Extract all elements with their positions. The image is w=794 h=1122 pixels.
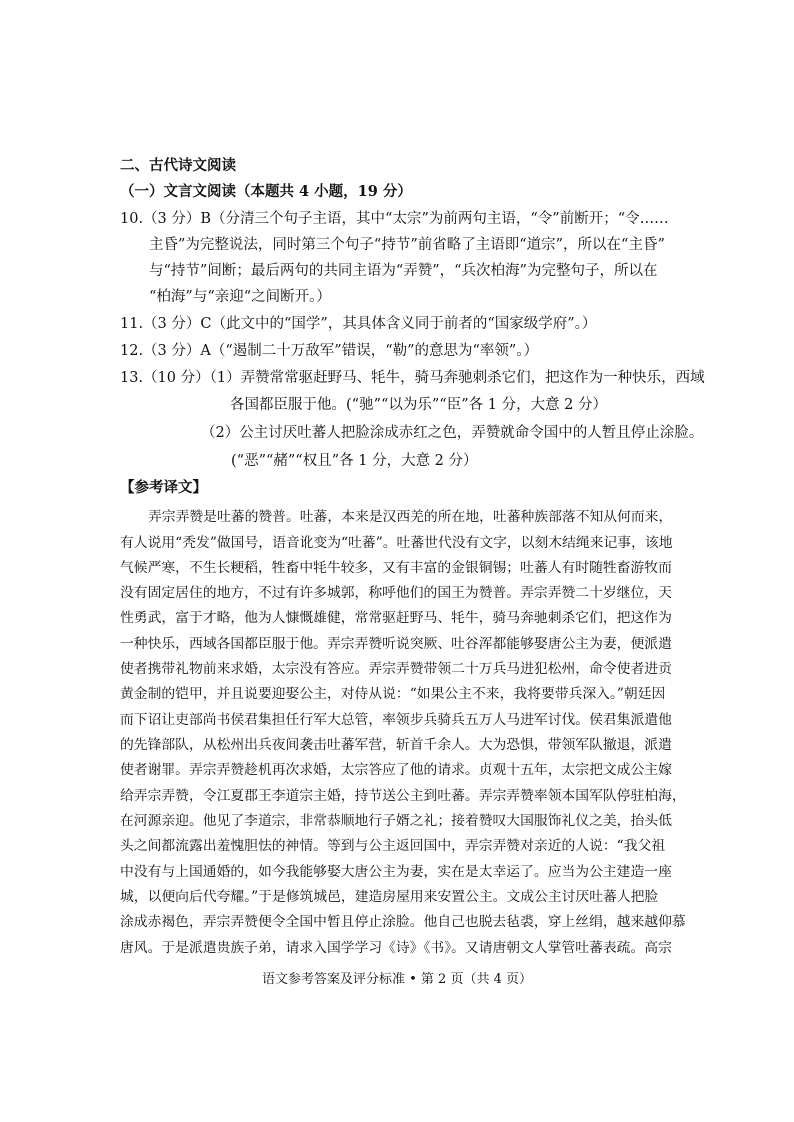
section-title: 二、古代诗文阅读 xyxy=(120,157,236,174)
translation-line: 涂成赤褐色，弄宗弄赞便令全国中暂且停止涂脸。他自己也脱去毡裘，穿上丝绢，越来越仰慕 xyxy=(120,914,686,930)
translation-line: 使者携带礼物前来求婚，太宗没有答应。弄宗弄赞带领二十万兵马进犯松州，命令使者进贡 xyxy=(120,661,672,677)
q10-line: 主昏”为完整说法，同时第三个句子“持节”前省略了主语即“道宗”，所以在“主昏” xyxy=(149,237,665,253)
translation-line: 的先锋部队，从松州出兵夜间袭击吐蕃军营，斩首千余人。大为恐惧，带领军队撤退，派遣 xyxy=(120,737,672,753)
translation-line: 在河源亲迎。他见了李道宗，非常恭顺地行子婿之礼；接着赞叹大国服饰礼仪之美，抬头低 xyxy=(120,813,672,829)
q10-line: 10.（3 分）B（分清三个句子主语，其中“太宗”为前两句主语，“令”前断开；“令…… xyxy=(120,211,669,227)
translation-line: 而下诏让吏部尚书侯君集担任行军大总管，率领步兵骑兵五万人马进军讨伐。侯君集派遣他 xyxy=(120,712,672,728)
translation-line: 黄金制的铠甲，并且说要迎娶公主，对侍从说：“如果公主不来，我将要带兵深入。”朝廷因 xyxy=(120,686,666,702)
translation-line: 唐风。于是派遣贵族子弟，请求入国学学习《诗》《书》。又请唐朝文人掌管吐蕃表疏。高宗 xyxy=(120,940,672,956)
q10-line: “柏海”与“亲迎“之间断开。） xyxy=(149,289,331,305)
translation-heading: 【参考译文】 xyxy=(120,479,207,496)
q13-part1-line: 各国都臣服于他。(“驰”“以为乐”“臣”各 1 分，大意 2 分） xyxy=(230,397,608,413)
q13-part2-line: （2）公主讨厌吐蕃人把脸涂成赤红之色，弄赞就命令国中的人暂且停止涂脸。 xyxy=(201,425,704,441)
translation-line: 中没有与上国通婚的，如今我能够娶大唐公主为妻，实在是太幸运了。应当为公主建造一座 xyxy=(120,864,672,880)
q13-part1-line: 13.（10 分）（1）弄赞常常驱赶野马、牦牛，骑马奔驰刺杀它们，把这作为一种快乐，西域 xyxy=(120,370,705,386)
translation-line: 一种快乐，西域各国都臣服于他。弄宗弄赞听说突厥、吐谷浑都能够娶唐公主为妻，便派遣 xyxy=(120,636,672,652)
translation-line: 有人说用“秃发”做国号，语音讹变为“吐蕃”。吐蕃世代没有文字，以刻木结绳来记事，该地 xyxy=(120,535,673,551)
translation-line: 头之间都流露出羞愧胆怯的神情。等到与公主返回国中，弄宗弄赞对亲近的人说：“我父祖 xyxy=(120,838,666,854)
q10-line: 与“持节”间断；最后两句的共同主语为“弄赞”，“兵次柏海”为完整句子，所以在 xyxy=(149,263,658,279)
translation-line: 给弄宗弄赞，令江夏郡王李道宗主婚，持节送公主到吐蕃。弄宗弄赞率领本国军队停驻柏海， xyxy=(120,788,686,804)
q11-answer: 11.（3 分）C（此文中的“国学”，其具体含义同于前者的“国家级学府”。） xyxy=(120,316,597,332)
translation-line: 性勇武，富于才略，他为人慷慨雄健，常常驱赶野马、牦牛，骑马奔驰刺杀它们，把这作为 xyxy=(120,610,672,626)
translation-line: 气候严寒，不生长粳稻，牲畜中牦牛较多，又有丰富的金银铜锡；吐蕃人有时随牲畜游牧而 xyxy=(120,560,672,576)
translation-line: 没有固定居住的地方，不过有许多城郭，称呼他们的国王为赞普。弄宗弄赞二十岁继位，天 xyxy=(120,585,672,601)
q12-answer: 12.（3 分）A（“遏制二十万敌军”错误，“勒”的意思为“率领”。） xyxy=(120,343,539,359)
translation-line: 城，以便向后代夸耀。”于是修筑城邑，建造房屋用来安置公主。文成公主讨厌吐蕃人把脸 xyxy=(120,889,659,905)
q13-part2-line: (“恶”“赭”“权且”各 1 分，大意 2 分） xyxy=(231,453,478,469)
subsection-title: （一）文言文阅读（本题共 4 小题，19 分） xyxy=(120,183,412,200)
translation-line: 使者谢罪。弄宗弄赞趁机再次求婚，太宗答应了他的请求。贞观十五年，太宗把文成公主嫁 xyxy=(120,762,672,778)
translation-line: 弄宗弄赞是吐蕃的赞普。吐蕃，本来是汉西羌的所在地，吐蕃种族部落不知从何而来， xyxy=(148,509,673,525)
page-footer: 语文参考答案及评分标准 • 第 2 页（共 4 页） xyxy=(261,972,532,987)
